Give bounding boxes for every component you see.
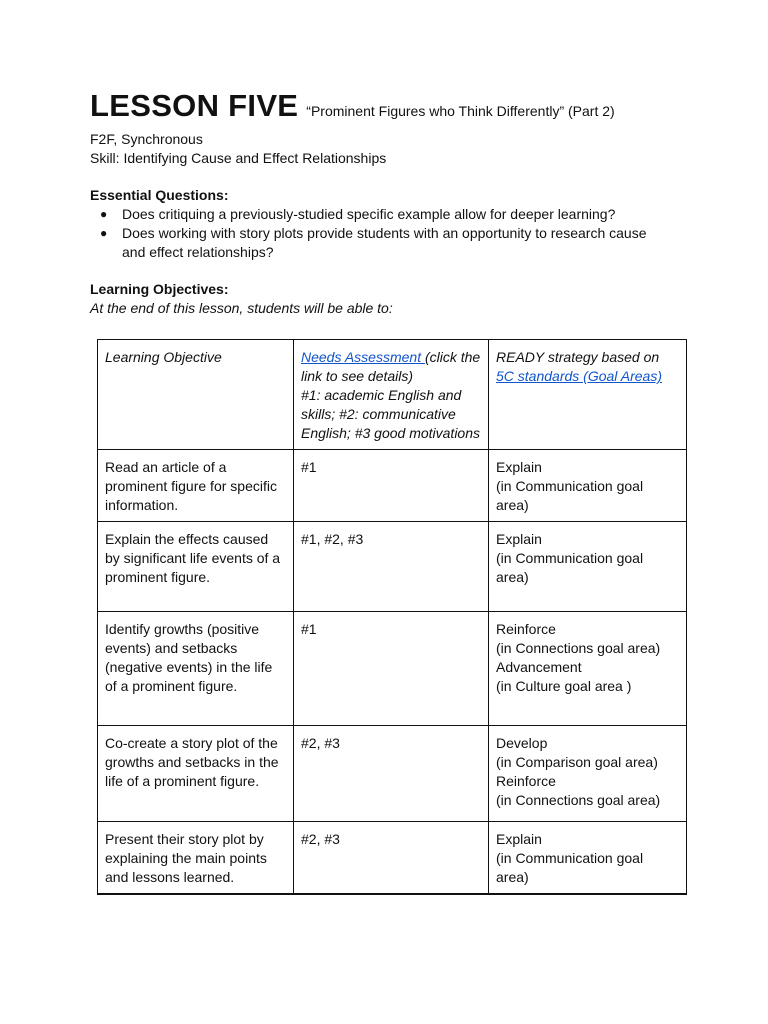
needs-assessment-note: (click the link to see details) [301, 349, 481, 384]
table-row [98, 612, 687, 726]
lesson-subtitle: “Prominent Figures who Think Differently” (Part 2) [306, 103, 615, 119]
strategy-line: (in Connections goal area) [496, 792, 661, 808]
strategy-line: (in Connections goal area) [496, 640, 661, 656]
objective-cell: Present their story plot by explaining the main points and lessons learned. [98, 822, 294, 895]
objective-cell: Co-create a story plot of the growths and setbacks in the life of a prominent figure. [98, 726, 294, 822]
objective-cell: Read an article of a prominent figure for specific information. [98, 450, 294, 522]
table-header-row [98, 340, 687, 450]
list-item [90, 205, 700, 224]
5c-standards-link[interactable]: 5C standards (Goal Areas) [496, 368, 662, 384]
needs-cell: #1 [294, 450, 489, 522]
header-objective-label: Learning Objective [105, 349, 222, 365]
header-cell-objective [98, 340, 294, 450]
question-text-continued: and effect relationships? [122, 244, 274, 260]
table-row [98, 450, 687, 522]
bullet-icon: ● [100, 226, 108, 240]
strategy-line: (in Culture goal area ) [496, 678, 632, 694]
strategy-line: Advancement [496, 659, 582, 675]
objective-cell: Explain the effects caused by significant life events of a prominent figure. [98, 522, 294, 612]
header-cell-strategy [489, 340, 687, 450]
lesson-title: LESSON FIVE [90, 88, 299, 123]
learning-objectives-intro: At the end of this lesson, students will be able to: [90, 300, 393, 316]
learning-objectives-heading: Learning Objectives: [90, 281, 229, 297]
needs-cell: #1, #2, #3 [294, 522, 489, 612]
question-text: Does working with story plots provide students with an opportunity to research cause [122, 225, 647, 241]
objectives-table [97, 339, 687, 895]
strategy-cell [489, 612, 687, 726]
needs-assessment-codes: #1: academic English and skills; #2: communicative English; #3 good motivations [301, 387, 480, 441]
list-item [90, 224, 700, 262]
strategy-cell [489, 522, 687, 612]
strategy-line: (in Communication goal area) [496, 850, 644, 885]
needs-cell: #1 [294, 612, 489, 726]
strategy-line: Explain [496, 831, 542, 847]
table-row [98, 726, 687, 822]
needs-cell: #2, #3 [294, 822, 489, 895]
essential-questions-list [90, 205, 700, 262]
lesson-document [90, 88, 700, 318]
strategy-cell [489, 726, 687, 822]
essential-questions-heading: Essential Questions: [90, 187, 229, 203]
strategy-line: (in Communication goal area) [496, 478, 644, 513]
needs-assessment-link[interactable]: Needs Assessment [301, 349, 425, 365]
strategy-cell [489, 450, 687, 522]
lesson-skill: Skill: Identifying Cause and Effect Relationships [90, 150, 387, 166]
needs-cell: #2, #3 [294, 726, 489, 822]
header-cell-needs [294, 340, 489, 450]
strategy-line: (in Comparison goal area) [496, 754, 658, 770]
strategy-label: READY strategy based on [496, 349, 660, 365]
strategy-line: Explain [496, 531, 542, 547]
title-line [90, 88, 700, 124]
strategy-line: Explain [496, 459, 542, 475]
strategy-line: (in Communication goal area) [496, 550, 644, 585]
strategy-cell [489, 822, 687, 895]
table-row [98, 822, 687, 895]
strategy-line: Reinforce [496, 621, 556, 637]
table-row [98, 522, 687, 612]
objective-cell: Identify growths (positive events) and setbacks (negative events) in the life of a prominent figure. [98, 612, 294, 726]
bullet-icon: ● [100, 207, 108, 221]
question-text: Does critiquing a previously-studied specific example allow for deeper learning? [122, 206, 616, 222]
lesson-mode: F2F, Synchronous [90, 131, 203, 147]
strategy-line: Reinforce [496, 773, 556, 789]
strategy-line: Develop [496, 735, 548, 751]
